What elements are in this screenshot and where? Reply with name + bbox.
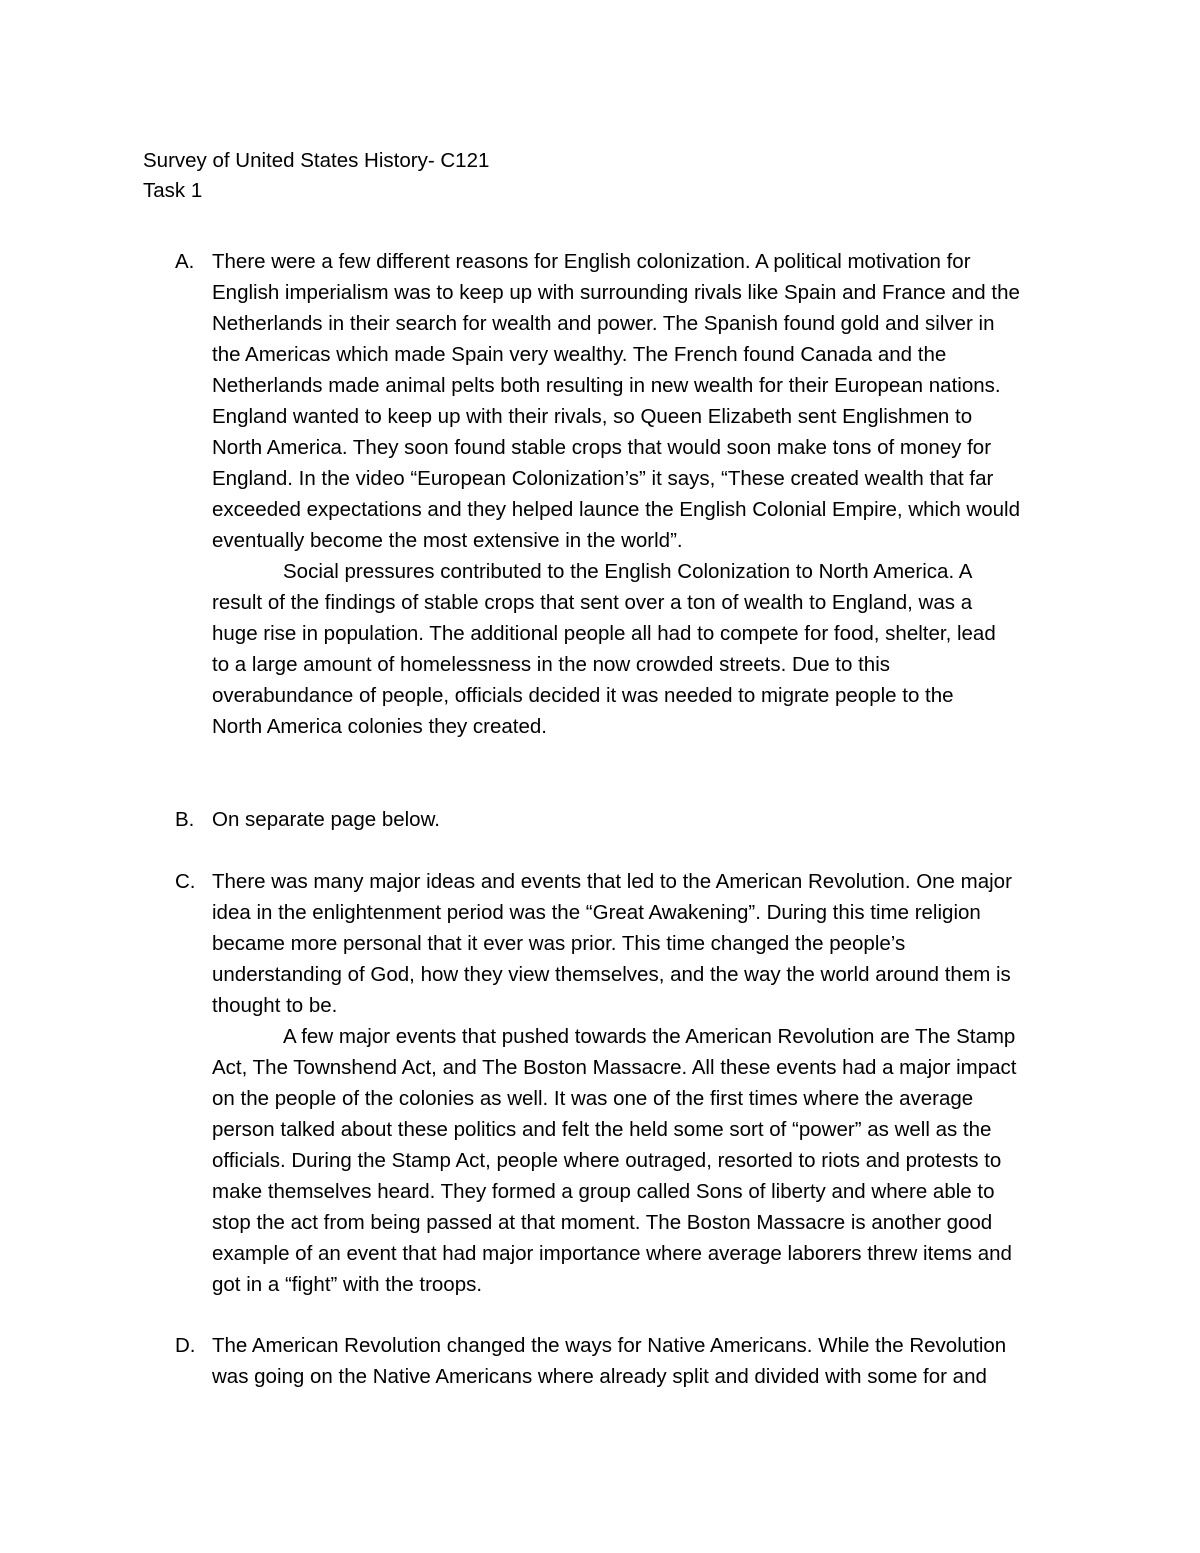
paragraph-line: North America colonies they created.	[212, 715, 547, 738]
section-label: C.	[175, 870, 196, 893]
paragraph-line: There was many major ideas and events that led to the American Revolution. One major	[212, 870, 1012, 893]
paragraph-line: stop the act from being passed at that moment. The Boston Massacre is another good	[212, 1211, 993, 1234]
paragraph-line: England. In the video “European Colonization’s” it says, “These created wealth that far	[212, 467, 994, 490]
paragraph-line: England wanted to keep up with their rivals, so Queen Elizabeth sent Englishmen to	[212, 405, 973, 428]
paragraph-line: officials. During the Stamp Act, people where outraged, resorted to riots and protests to	[212, 1149, 1002, 1172]
paragraph-line: Act, The Townshend Act, and The Boston Massacre. All these events had a major impact	[212, 1056, 1017, 1079]
paragraph-line: huge rise in population. The additional people all had to compete for food, shelter, lead	[212, 622, 996, 645]
paragraph-line: on the people of the colonies as well. It was one of the first times where the average	[212, 1087, 974, 1110]
paragraph-line: North America. They soon found stable crops that would soon make tons of money for	[212, 436, 992, 459]
paragraph-line: overabundance of people, officials decided it was needed to migrate people to the	[212, 684, 954, 707]
section-label: D.	[175, 1334, 196, 1357]
section-body	[212, 1330, 1074, 1392]
section-body	[212, 804, 1074, 835]
section-label: A.	[175, 250, 195, 273]
paragraph-line: Social pressures contributed to the English Colonization to North America. A	[283, 560, 973, 583]
paragraph-line: example of an event that had major importance where average laborers threw items and	[212, 1242, 1012, 1265]
paragraph-line: person talked about these politics and felt the held some sort of “power” as well as the	[212, 1118, 992, 1141]
paragraph-line: to a large amount of homelessness in the now crowded streets. Due to this	[212, 653, 891, 676]
paragraph-line: English imperialism was to keep up with surrounding rivals like Spain and France and the	[212, 281, 1020, 304]
paragraph-line: understanding of God, how they view themselves, and the way the world around them is	[212, 963, 1011, 986]
paragraph-line: idea in the enlightenment period was the “Great Awakening”. During this time religion	[212, 901, 981, 924]
document-subtitle: Task 1	[143, 179, 203, 202]
paragraph-line: There were a few different reasons for English colonization. A political motivation for	[212, 250, 971, 273]
paragraph-line: eventually become the most extensive in the world”.	[212, 529, 683, 552]
paragraph-line: make themselves heard. They formed a group called Sons of liberty and where able to	[212, 1180, 995, 1203]
paragraph-line: was going on the Native Americans where already split and divided with some for and	[212, 1365, 987, 1388]
paragraph-line: result of the findings of stable crops that sent over a ton of wealth to England, was a	[212, 591, 973, 614]
section-body	[212, 246, 1074, 742]
paragraph-line: The American Revolution changed the ways for Native Americans. While the Revolution	[212, 1334, 1007, 1357]
paragraph-line: Netherlands made animal pelts both resulting in new wealth for their European nations.	[212, 374, 1001, 397]
paragraph-line: On separate page below.	[212, 808, 440, 831]
paragraph-line: thought to be.	[212, 994, 338, 1017]
section-body	[212, 866, 1074, 1300]
paragraph-line: got in a “fight” with the troops.	[212, 1273, 483, 1296]
paragraph-line: Netherlands in their search for wealth and power. The Spanish found gold and silver in	[212, 312, 995, 335]
paragraph-line: became more personal that it ever was prior. This time changed the people’s	[212, 932, 906, 955]
paragraph-line: the Americas which made Spain very wealthy. The French found Canada and the	[212, 343, 947, 366]
paragraph-line: A few major events that pushed towards the American Revolution are The Stamp	[283, 1025, 1016, 1048]
paragraph-line: exceeded expectations and they helped launce the English Colonial Empire, which would	[212, 498, 1020, 521]
document-title: Survey of United States History- C121	[143, 149, 490, 172]
section-label: B.	[175, 808, 195, 831]
